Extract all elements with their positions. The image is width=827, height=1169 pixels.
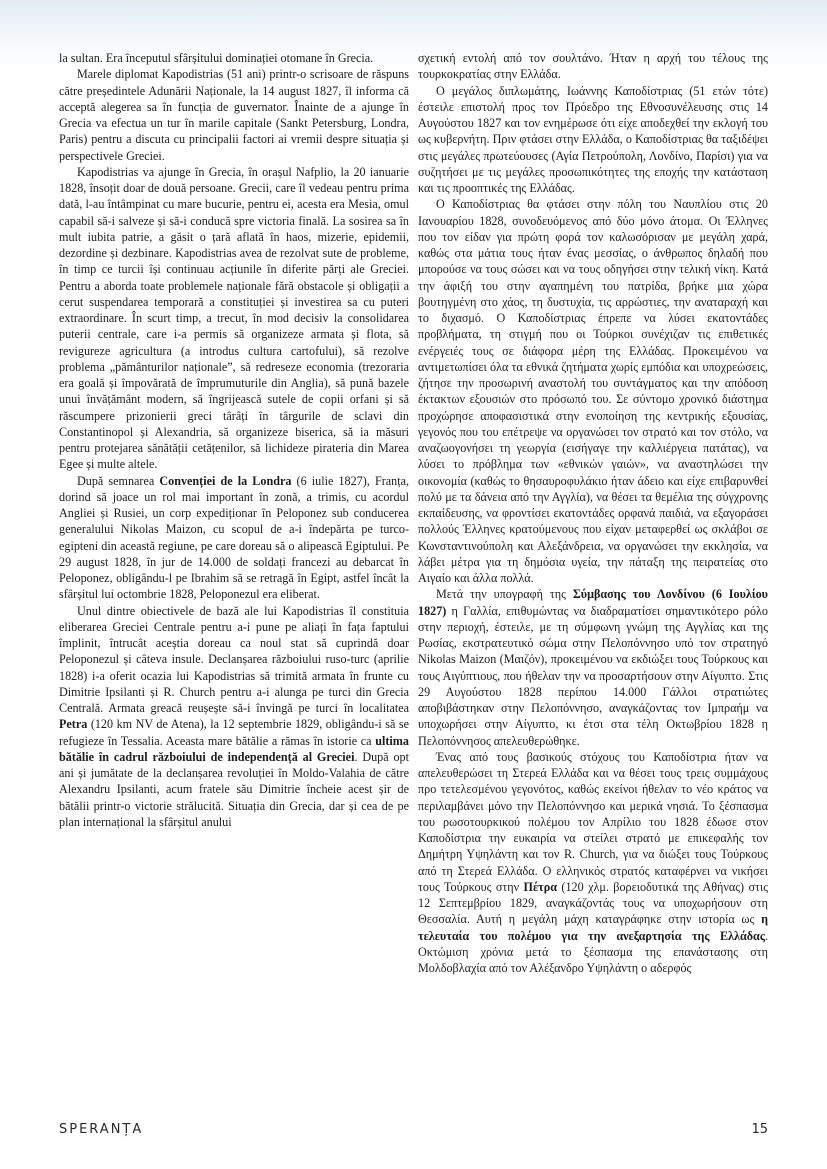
gr-p4-text-c: η Γαλλία, επιθυμώντας να διαδραματίσει σημαντικότερο ρόλο στην περιοχή, έστειλε, με τη σύμφωνη γνώμη της Αγγλίας και της Ρωσίας, εκστρατευτικό σώμα στην Πελοπόννησο υπό τον στρατηγό Nikolas Maizon (Μαιζόν), προκειμένου να εκδιώξει τους Τούρκους και τους Αιγύπτιους, που ήθελαν την να προσαρτήσουν στην Αίγυπτο. Στις 29 Αυγούστου 1828 περίπου 14.000 Γάλλοι στρατιώτες αποβιβάστηκαν στην Πελοπόννησο, αναγκάζοντας τον Ιμπραήμ να υποχωρήσει στην Αίγυπτο, κι έτσι στα τέλη Οκτωβρίου 1828 η Πελοπόννησος απελευθερώθηκε.	[418, 603, 768, 748]
gr-paragraph-2: Ο μεγάλος διπλωμάτης, Ιωάννης Καποδίστριας (51 ετών τότε) έστειλε επιστολή προς τον Πρόεδρο της Εθνοσυνέλευσης στις 14 Αυγούστου 1827 και τον ενημέρωσε ότι είχε αποδεχθεί την εκλογή του ως κυβερνήτη. Πριν φτάσει στην Ελλάδα, ο Καποδίστριας θα ταξιδέψει στις μεγάλες πρωτεύουσες (Αγία Πετρούπολη, Λονδίνο, Παρίσι) για να συζητήσει με τις μεγάλες προσωπικότητες της εποχής την κατάσταση και τις προοπτικές της Ελλάδας.	[418, 83, 768, 195]
ro-petra-bold: Petra	[59, 717, 88, 732]
ro-paragraph-3: Kapodistrias va ajunge în Grecia, în orașul Nafplio, la 20 ianuarie 1828, însoțit doar de două persoane. Grecii, care îl vedeau pentru prima dată, l-au întâmpinat cu mare bucurie, pentru ei, acesta era Mesia, omul capabil să-i salveze și să-i conducă spre victoria finală. La sosirea sa în mult iubita patrie, a găsit o țară aflată în haos, mizerie, epidemii, dezordine și dezbinare. Kapodistrias avea de rezolvat sute de probleme, în timp ce turcii își continuau acțiunile în diferite părți ale Greciei. Pentru a aborda toate problemele naționale fără obstacole și obligații a cerut suspendarea temporară a constituției și investirea sa cu puteri extraordinare. În scurt timp, a trecut, în mod decisiv la consolidarea puterii centrale, care i-a permis să organizeze armata și flota, să revigureze agricultura (a introdus cultura cartofului), să rezolve problema „pământurilor naționale”, să redreseze economia (trezoraria era goală și împovărată de împrumuturile din Anglia), să pună bazele unui învățământ modern, să îngrijească sutele de copii orfani și să răscumpere prizonierii greci târâți în târgurile de sclavi din Constantinopol și Alexandria, să organizeze biserica, să ia măsuri pentru protejarea sănătății cetățenilor, să lichideze pirateria din Marea Egee și multe altele.	[59, 164, 409, 472]
gr-paragraph-1: σχετική εντολή από τον σουλτάνο. Ήταν η αρχή του τέλους της τουρκοκρατίας στην Ελλάδα.	[418, 51, 768, 82]
greek-column	[418, 50, 768, 1120]
page-footer	[59, 1122, 768, 1142]
gr-convention-bold: Σύμβασης του Λονδίνου (6 Ιουλίου 1827)	[418, 587, 768, 618]
ro-p5-text-c: (120 km NV de Atena), la 12 septembrie 1829, obligându-i să se refugieze în Tessalia. Aceasta mare bătălie a rămas în istorie ca	[59, 717, 409, 748]
gr-p4-text-a: Μετά την υπογραφή της	[436, 587, 573, 602]
ro-convention-bold: Convenției de la Londra	[159, 473, 292, 488]
ro-paragraph-5	[59, 603, 409, 831]
ro-last-battle-bold: ultima bătălie în cadrul războiului de independență al Greciei	[59, 733, 409, 764]
gr-last-battle-bold: η τελευταία του πολέμου για την ανεξαρτησία της Ελλάδας	[418, 912, 768, 943]
ro-paragraph-2: Marele diplomat Kapodistrias (51 ani) printr-o scrisoare de răspuns către președintele Adunării Naționale, la 14 august 1827, îl informa că acceptă alegerea sa în funcția de guvernator. Înainte de a ajunge în Grecia va efectua un tur în marile capitale (Sankt Petersburg, Londra, Paris) pentru a discuta cu principalii factori ai vremii despre situația și perspectivele Greciei.	[59, 67, 409, 163]
gr-paragraph-4	[418, 586, 768, 749]
gr-paragraph-5	[418, 749, 768, 977]
page-number: 15	[751, 1122, 768, 1137]
ro-paragraph-4	[59, 473, 409, 603]
gr-paragraph-3: Ο Καποδίστριας θα φτάσει στην πόλη του Ναυπλίου στις 20 Ιανουαρίου 1828, συνοδευόμενος από δύο μόνο άτομα. Οι Έλληνες που τον είδαν για πρώτη φορά τον καλωσόρισαν με μεγάλη χαρά, καθώς στα μάτια τους ήταν ένας μεσσίας, ο άνθρωπος δηλαδή που μπορούσε να τους σώσει και να τους οδηγήσει στην τελική νίκη. Κατά την άφιξή του στην αγαπημένη του πατρίδα, βρήκε μια χώρα βουτηγμένη στο χάος, τη δυστυχία, τις αρρώστιες, την αναταραχή και το διχασμό. Ο Καποδίστριας έπρεπε να λύσει εκατοντάδες προβλήματα, τη στιγμή που οι Τούρκοι συνέχιζαν τις επιθετικές ενέργειές τους σε διάφορα μέρη της Ελλάδας. Προκειμένου να αντιμετωπίσει όλα τα εθνικά ζητήματα χωρίς εμπόδια και υποχρεώσεις, ζήτησε την προσωρινή αναστολή του συντάγματος και την απόδοση έκτακτων εξουσιών στο πρόσωπό του. Σε σύντομο χρονικό διάστημα προχώρησε αποφασιστικά στην ενοποίηση της κεντρικής εξουσίας, γεγονός που του επέτρεψε να οργανώσει τον στρατό και τον στόλο, να αναζωογονήσει τη γεωργία (εισήγαγε την καλλιέργεια πατάτας), να λύσει το πρόβλημα των «εθνικών γαιών», να αναστηλώσει την οικονομία (καθώς το θησαυροφυλάκιο ήταν άδειο και είχε επιβαρυνθεί πολύ με τα δάνεια από την Αγγλία), να θέσει τα θεμέλια της σύγχρονης εκπαίδευσης, να φροντίσει εκατοντάδες ορφανά παιδιά, να εξαγοράσει πολλούς Έλληνες κρατούμενους που είχαν μεταφερθεί ως σκλάβοι σε Κωνσταντινούπολη και Αλεξάνδρεια, να οργανώσει την εκκλησία, να λάβει μέτρα για τη δημόσια υγεία, την πάταξη της πειρατείας στο Αιγαίο και άλλα πολλά.	[418, 197, 768, 585]
ro-p4-text-c: (6 iulie 1827), Franța, dorind să joace un rol mai important în zonă, a trimis, cu acordul Angliei și Rusiei, un corp expediționar în Peloponez sub conducerea generalului Nikolas Maizon, cu scopul de a-i îndepărta pe turco-egipteni din această regiune, pe care doreau să o alipească Egiptului. Pe 29 august 1828, în jur de 14.000 de soldați francezi au debarcat în Peloponez, obligându-l pe Ibrahim să se retragă în Egipt, astfel încât la sfârșitul lui octombrie 1828, Peloponezul era eliberat.	[59, 473, 409, 602]
gr-petra-bold: Πέτρα	[523, 879, 557, 894]
gr-p5-text-a: Ένας από τους βασικούς στόχους του Καποδίστρια ήταν να απελευθερώσει τη Στερεά Ελλάδα και να θέσει τους τρεις συμμάχους προ τετελεσμένου γεγονότος, καθώς εκείνοι ήθελαν το νέο κράτος να περιλαμβάνει μόνο την Πελοπόννησο και μερικά νησιά. Το ξέσπασμα του ρωσοτουρκικού πολέμου τον Απρίλιο του 1828 έδωσε στον Καποδίστρια την ευκαιρία να στείλει στρατό με επικεφαλής τον Δημήτρη Υψηλάντη και τον R. Church, για να διώξει τους Τούρκους από τη Στερεά Ελλάδα. Ο ελληνικός στρατός καταφέρνει να νικήσει τους Τούρκους στην	[418, 749, 768, 894]
publication-name: SPERANȚA	[59, 1122, 144, 1137]
ro-paragraph-1: la sultan. Era începutul sfârșitului dominației otomane în Grecia.	[59, 51, 374, 65]
ro-p5-text-e: . După opt ani și jumătate de la declanșarea revoluției în Moldo-Valahia de către Alexandru Ipsilanti, acum fratele său Dimitrie încheie acest șir de bătălii printr-o victorie strălucită. Situația din Grecia, dar și cea de pe plan internațional la sfârșitul anului	[59, 749, 409, 829]
ro-p4-text-a: După semnarea	[77, 473, 160, 488]
ro-p5-text-a: Unul dintre obiectivele de bază ale lui Kapodistrias îl constituia eliberarea Greciei Centrale pentru a-i pune pe aliați în fața faptului împlinit, întrucât aceștia doreau ca noul stat să cuprindă doar Peloponezul și câteva insule. Declanșarea războiului ruso-turc (aprilie 1828) i-a oferit ocazia lui Kapodistrias să trimită armata în frunte cu Dimitrie Ipsilanti și R. Church pentru a-i alunga pe turci din Grecia Centrală. Armata greacă reușește să-i învingă pe turci în localitatea	[59, 603, 409, 715]
romanian-column	[59, 50, 409, 1120]
gr-p5-text-c: (120 χλμ. βορειοδυτικά της Αθήνας) στις 12 Σεπτεμβρίου 1829, αναγκάζοντάς τους να υποχωρήσουν στη Θεσσαλία. Αυτή η μεγάλη μάχη καταγράφηκε στην ιστορία ως	[418, 879, 768, 927]
gr-p5-text-e: . Οκτώμιση χρόνια μετά το ξέσπασμα της επανάστασης στη Μολδοβλαχία από τον Αλέξανδρο Υψηλάντη ο αδερφός	[418, 928, 768, 975]
